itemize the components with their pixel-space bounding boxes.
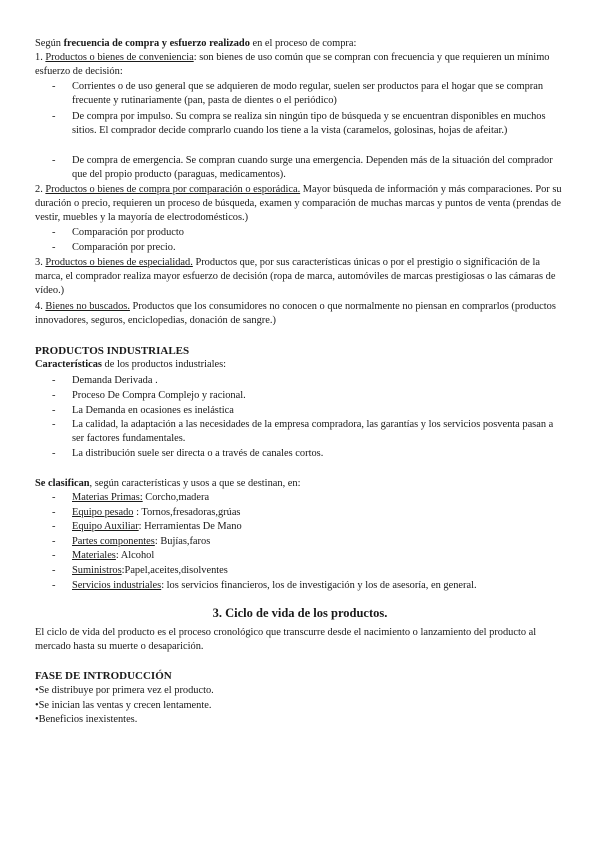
dash-bullet-icon: -	[52, 580, 56, 591]
bullet-icon: •	[35, 685, 39, 696]
industrial-heading: PRODUCTOS INDUSTRIALES	[35, 345, 190, 357]
classification-line	[35, 477, 565, 491]
intro-text: Según	[35, 38, 64, 49]
dash-bullet-icon: -	[52, 81, 56, 92]
list-item	[52, 389, 560, 403]
list-item-text: La distribución suele ser directa o a través de canales cortos.	[72, 448, 324, 459]
section-2-number: 2.	[35, 184, 46, 195]
bullet-line	[35, 713, 565, 727]
dash-bullet-icon: -	[52, 565, 56, 576]
dash-bullet-icon: -	[52, 242, 56, 253]
dash-bullet-icon: -	[52, 419, 56, 430]
bullet-text: Beneficios inexistentes.	[38, 714, 138, 725]
class-label: Materias Primas:	[72, 492, 143, 503]
list-item-text: Proceso De Compra Complejo y racional.	[72, 390, 246, 401]
list-item	[52, 447, 560, 461]
list-item-text: La Demanda en ocasiones es inelástica	[72, 405, 234, 416]
list-item-text: Demanda Derivada .	[72, 375, 158, 386]
bullet-line	[35, 684, 565, 698]
section-3-title: Productos o bienes de especialidad.	[45, 257, 193, 268]
class-label: Servicios industriales	[72, 580, 162, 591]
section-1-paragraph	[35, 51, 565, 79]
dash-bullet-icon: -	[52, 550, 56, 561]
section-3-number: 3.	[35, 257, 46, 268]
bullet-text: Se distribuye por primera vez el producto.	[38, 685, 214, 696]
section-title: 3. Ciclo de vida de los productos.	[212, 606, 388, 620]
dash-bullet-icon: -	[52, 155, 56, 166]
characteristics-line	[35, 358, 565, 372]
dash-bullet-icon: -	[52, 521, 56, 532]
list-item	[52, 374, 560, 388]
list-item	[52, 241, 560, 255]
list-item-text: Corrientes o de uso general que se adquieren de modo regular, suelen ser productos para el hogar que se compran frecuente y rutinariamente (pan, pasta de dientes o el periódico)	[72, 81, 544, 106]
intro-paragraph	[35, 37, 565, 51]
class-text: : los servicios financieros, los de investigación y los de asesoría, en general.	[161, 580, 477, 591]
list-item	[52, 80, 560, 108]
section-2-paragraph	[35, 183, 565, 225]
dash-bullet-icon: -	[52, 448, 56, 459]
intro-text-end: en el proceso de compra:	[249, 38, 357, 49]
section-1-number: 1.	[35, 52, 46, 63]
classification-text: , según características y usos a que se destinan, en:	[89, 478, 301, 489]
bullet-icon: •	[35, 714, 39, 725]
intro-bold: frecuencia de compra y esfuerzo realizado	[63, 38, 250, 49]
class-label: Equipo Auxiliar	[72, 521, 139, 532]
intro-phase-heading: FASE DE INTRODUCCIÓN	[35, 670, 172, 682]
list-item-text: De compra de emergencia. Se compran cuando surge una emergencia. Dependen más de la situación del comprador que del propio producto (paraguas, medicamentos).	[72, 155, 553, 180]
section-4-text: Productos que los consumidores no conocen o que normalmente no piensan en comprarlos (productos innovadores, seguros, enciclopedias, donación de sangre.)	[35, 301, 556, 326]
list-item	[52, 491, 560, 505]
list-item	[52, 404, 560, 418]
class-label: Partes componentes	[72, 536, 155, 547]
section-2-title: Productos o bienes de compra por comparación o esporádica.	[45, 184, 301, 195]
cycle-paragraph: El ciclo de vida del producto es el proceso cronológico que transcurre desde el nacimiento o lanzamiento del producto al mercado hasta su muerte o desaparición.	[35, 627, 537, 652]
bullet-icon: •	[35, 700, 39, 711]
dash-bullet-icon: -	[52, 227, 56, 238]
class-text: : Alcohol	[115, 550, 155, 561]
class-text: : Bujías,faros	[154, 536, 211, 547]
list-item	[52, 549, 560, 563]
section-3-text: Productos que, por sus características únicas o por el prestigio o significación de la marca, el comprador realiza mayor esfuerzo de decisión (ropa de marca, automóviles de marcas prestigiosas o las cámaras de vídeo.)	[35, 257, 556, 296]
section-4-number: 4.	[35, 301, 46, 312]
dash-bullet-icon: -	[52, 492, 56, 503]
class-text: : Tornos,fresadoras,grúas	[133, 507, 241, 518]
list-item	[52, 535, 560, 549]
section-4-title: Bienes no buscados.	[45, 301, 130, 312]
bullet-text: Se inician las ventas y crecen lentamente.	[38, 700, 212, 711]
dash-bullet-icon: -	[52, 390, 56, 401]
dash-bullet-icon: -	[52, 405, 56, 416]
section-3-paragraph	[35, 256, 565, 298]
classification-bold: Se clasifican	[35, 478, 90, 489]
section-2-text: Mayor búsqueda de información y más comparaciones. Por su duración o precio, requieren un proceso de búsqueda, examen y comparación de muchas marcas y puntos de venta (prendas de vestir, muebles y la mayoría de electrodomésticos.)	[35, 184, 562, 223]
class-label: Suministros	[72, 565, 122, 576]
section-1-text: : son bienes de uso común que se compran con frecuencia y que requieren un mínimo esfuerzo de decisión:	[35, 52, 550, 77]
list-item	[52, 154, 560, 182]
characteristics-text: de los productos industriales:	[101, 359, 227, 370]
class-label: Equipo pesado	[72, 507, 134, 518]
class-text: :Papel,aceites,disolventes	[121, 565, 228, 576]
list-item-text: La calidad, la adaptación a las necesidades de la empresa compradora, las garantías y los servicios posventa pasan a ser factores fundamentales.	[72, 419, 554, 444]
dash-bullet-icon: -	[52, 375, 56, 386]
class-text: Corcho,madera	[142, 492, 210, 503]
list-item	[52, 418, 560, 446]
list-item	[52, 564, 560, 578]
dash-bullet-icon: -	[52, 111, 56, 122]
characteristics-bold: Características	[35, 359, 102, 370]
dash-bullet-icon: -	[52, 536, 56, 547]
list-item-text: Comparación por precio.	[72, 242, 176, 253]
section-1-title: Productos o bienes de conveniencia	[45, 52, 194, 63]
list-item	[52, 579, 560, 593]
list-item	[52, 506, 560, 520]
list-item-text: De compra por impulso. Su compra se realiza sin ningún tipo de búsqueda y se encuentran disponibles en muchos sitios. El comprador decide comprarlo cuando los tiene a la vista (caramelos, golosinas, hojas de afeitar.)	[72, 111, 546, 136]
list-item-text: Comparación por producto	[72, 227, 184, 238]
class-text: : Herramientas De Mano	[138, 521, 242, 532]
dash-bullet-icon: -	[52, 507, 56, 518]
list-item	[52, 110, 560, 138]
list-item	[52, 226, 560, 240]
section-4-paragraph	[35, 300, 565, 328]
class-label: Materiales	[72, 550, 116, 561]
bullet-line	[35, 699, 565, 713]
list-item	[52, 520, 560, 534]
